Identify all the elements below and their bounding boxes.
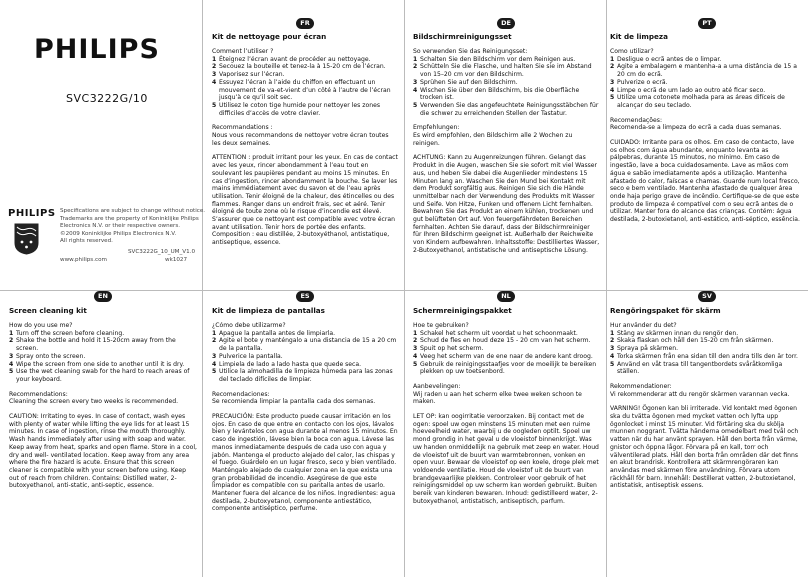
week-code: wk1027 xyxy=(165,257,188,263)
lang-badge-nl: NL xyxy=(497,291,515,302)
step-item: 4 Limpe o ecrã de um lado ao outro até ficar seco. xyxy=(610,86,766,94)
step-item: 5 Utilisez le coton tige humide pour nettoyer les zones difficiles d’accès de votre clavier. xyxy=(212,101,380,117)
usage-intro: So verwenden Sie das Reinigungsset: xyxy=(413,48,528,55)
recommendations: Recommendations: Cleaning the screen every two weeks is recommended. xyxy=(9,390,179,406)
usage-intro: How do you use me? xyxy=(9,322,73,329)
step-item: 5 Utilize uma cotonete molhada para as áreas difíceis de alcançar do seu teclado. xyxy=(610,94,785,109)
step-item: 2 Agite a embalagem e mantenha-a a uma distância de 15 a 20 cm do ecrã. xyxy=(610,63,797,79)
recommendations: Rekommendationer: Vi rekommenderar att du rengör skärmen varannan vecka. xyxy=(610,382,790,398)
caution-text: PRECAUCIÓN: Este producto puede causar irritación en los ojos. En caso de que entre en contacto con los ojos, lávalos bien y levántelos con agua durante al menos 15 minutos. En caso de ingestión, lávese bien la boca con agua. Lávese las manos inmediatamente después de cada uso con agua y jabón. Mantenga el producto alejado del calor, las chispas y el fuego. Guárdelo en un lugar fresco, seco y bien ventilado. Manténgalo alejado de cualquier zona en la que exista una gran probabilidad de incendio. Asegúrese de que este limpiador es compatible con su pantalla antes de usarlo. Mantener fuera del alcance de los niños. Ingredientes: agua destilada, 2-butoxyetanol, componente antiestático, componente antiséptico, perfume. xyxy=(212,413,398,513)
section-title: Bildschirmreinigungsset xyxy=(413,32,512,41)
lang-badge-de: DE xyxy=(497,18,515,29)
legal-text: Specifications are subject to change without notice. Trademarks are the property of Koninklijke Philips Electronics N.V. or their respective owners. ©2009 Koninklijke Philips Electronics N.V. All rights reserved. xyxy=(60,208,206,245)
step-item: 3 Spray onto the screen. xyxy=(9,352,86,360)
steps-list xyxy=(212,330,398,384)
step-item: 1 Apague la pantalla antes de limpiarla. xyxy=(212,329,336,337)
step-item: 3 Pulverice la pantalla. xyxy=(212,352,283,360)
section-title: Screen cleaning kit xyxy=(9,306,87,315)
section-de xyxy=(413,32,600,261)
step-item: 5 Gebruik de reinigingsstaafjes voor de moeilijk te bereiken plekken op uw toetsenbord. xyxy=(413,360,597,376)
step-item: 1 Éteignez l’écran avant de procéder au nettoyage. xyxy=(212,55,371,63)
section-title: Rengöringspaket för skärm xyxy=(610,306,721,315)
caution-text: CUIDADO: Irritante para os olhos. Em caso de contacto, lave os olhos com água abundante, enquanto levanta as pálpebras, durante 15 minutos, no mínimo. Em caso de ingestão, lave a boca cuidadosamente. Lave as mãos com água e sabão imediatamente após a utilização. Mantenha afastado do calor, faíscas e chamas. Guarde num local fresco, seco e bem ventilado. Mantenha afastado de qualquer área onde haja perigo grave de incêndio. Certifique-se de que este produto de limpeza é compatível com o seu ecrã antes de o utilizar. Manter fora do alcance das crianças. Contém: água destilada, 2-butoxietanol, anti-estático, anti-séptico, essência. xyxy=(610,139,800,224)
step-item: 4 Wischen Sie über den Bildschirm, bis die Oberfläche trocken ist. xyxy=(413,86,580,102)
step-item: 5 Utilice la almohadilla de limpieza húmeda para las zonas del teclado difíciles de limpiar. xyxy=(212,368,393,383)
step-item: 5 Verwenden Sie das angefeuchtete Reinigungsstäbchen für die schwer zu erreichenden Stellen der Tastatur. xyxy=(413,101,599,117)
philips-logo: PHILIPS xyxy=(34,34,160,65)
step-item: 1 Schakel het scherm uit voordat u het schoonmaakt. xyxy=(413,329,578,337)
steps-list xyxy=(610,330,800,376)
lang-badge-en: EN xyxy=(94,291,112,302)
step-item: 1 Schalten Sie den Bildschirm vor dem Reinigen aus. xyxy=(413,55,576,63)
caution-text: ATTENTION : produit irritant pour les yeux. En cas de contact avec les yeux, rincer abondamment à l’eau tout en soulevant les paupières pendant au moins 15 minutes. En cas d’ingestion, rincer abondamment la bouche. Se laver les mains immédiatement avec du savon et de l’eau après utilisation. Tenir éloigné de la chaleur, des étincelles ou des flammes. Ranger dans un endroit frais, sec et aéré. Tenir éloigné de toute zone où le risque d’incendie est élevé. S’assurer que ce nettoyant est compatible avec votre écran avant utilisation. Tenir hors de portée des enfants. Composition : eau distillée, 2-butoxyéthanol, antistatique, antiseptique, essence. xyxy=(212,154,398,247)
usage-intro: ¿Cómo debe utilizarme? xyxy=(212,322,286,329)
steps-list xyxy=(413,330,600,376)
section-title: Kit de nettoyage pour écran xyxy=(212,32,327,41)
step-item: 4 Limpiela de lado a lado hasta que quede seca. xyxy=(212,360,362,368)
step-item: 3 Spraya på skärmen. xyxy=(610,345,679,353)
doc-code: SVC3222G_10_UM_V1.0 xyxy=(128,249,196,255)
caution-text: ACHTUNG: Kann zu Augenreizungen führen. Gelangt das Produkt in die Augen, waschen Sie sie sofort mit viel Wasser aus, und heben Sie dabei die Augenlieder mindestens 15 Minuten lang an. Waschen Sie den Mund bei Kontakt mit dem Produkt sorgfältig aus. Reinigen Sie sich die Hände unmittelbar nach der Verwendung des Produkts mit Wasser und Seife. Von Hitze, Funken und offenem Licht fernhalten. Bewahren Sie das Produkt an einem kühlen, trockenen und gut belüfteten Ort auf. Von feuergefährdeten Bereichen fernhalten. Achten Sie darauf, dass der Bildschirmreiniger für Ihren Bildschirm geeignet ist. Außerhalb der Reichweite von Kindern aufbewahren. Inhaltsstoffe: Destilliertes Wasser, 2-Butoxyethanol, antistatische und antiseptische Lösung. xyxy=(413,154,600,254)
steps-list xyxy=(610,56,800,110)
step-item: 5 Use the wet cleaning swab for the hard to reach areas of your keyboard. xyxy=(9,368,190,383)
section-title: Kit de limpieza de pantallas xyxy=(212,306,325,315)
step-item: 2 Schud de fles en houd deze 15 - 20 cm van het scherm. xyxy=(413,337,591,345)
caution-text: CAUTION: Irritating to eyes. In case of contact, wash eyes with plenty of water while lifting the eye lids for at least 15 minutes. In case of ingestion, rinse the mouth thoroughly. Wash hands immediately after using with soap and water. Keep away from heat, sparks and open flame. Store in a cool, dry and well- ventilated location. Keep away from any area where the fire hazard is acute. Ensure that this screen cleaner is compatible with your screen before using. Keep out of reach from children. Contains: Distilled water, 2-butoxyethanol, anti-static, anti-septic, essence. xyxy=(9,413,197,490)
usage-intro: Hur använder du det? xyxy=(610,322,677,329)
step-item: 2 Schütteln Sie die Flasche, und halten Sie sie im Abstand von 15–20 cm vor den Bildschirm. xyxy=(413,63,592,79)
usage-intro: Hoe te gebruiken? xyxy=(413,322,469,329)
model-number: SVC3222G/10 xyxy=(66,92,148,105)
step-item: 5 Använd en våt trasa till tangentbordets svåråtkomliga ställen. xyxy=(610,360,783,376)
step-item: 2 Skaka flaskan och håll den 15-20 cm från skärmen. xyxy=(610,337,774,345)
steps-list xyxy=(212,56,398,118)
step-item: 4 Torka skärmen från ena sidan till den andra tills den är torr. xyxy=(610,352,798,360)
recommendations: Recomendações: Recomenda-se a limpeza do ecrã a cada duas semanas. xyxy=(610,116,782,132)
step-item: 3 Sprühen Sie auf den Bildschirm. xyxy=(413,78,518,86)
section-title: Kit de limpeza xyxy=(610,32,668,41)
step-item: 1 Stäng av skärmen innan du rengör den. xyxy=(610,329,739,337)
website-link[interactable]: www.philips.com xyxy=(60,257,107,263)
step-item: 3 Vaporisez sur l’écran. xyxy=(212,71,285,79)
caution-text: LET OP: kan oogirritatie veroorzaken. Bij contact met de ogen: spoel uw ogen minstens 15 minuten met een ruime hoeveelheid water, waarbij u de oogleden optilt. Spoel uw mond grondig in het geval u de vloeistof binnenkrijgt. Was uw handen onmiddellijk na gebruik met zeep en water. Houd de vloeistof uit de buurt van warmtebronnen, vonken en open vuur. Bewaar de vloeistof op een koele, droge plek met voldoende ventilatie. Houd de vloeistof uit de buurt van brandgevaarlijke plekken. Controleer voor gebruik of het reinigingsmiddel op uw scherm kan worden gebruikt. Buiten bereik van kinderen bewaren. Inhoud: gedistilleerd water, 2-butoxyethanol, antistatisch, antiseptisch, parfum. xyxy=(413,413,599,505)
section-pt xyxy=(610,32,800,230)
step-item: 1 Desligue o ecrã antes de o limpar. xyxy=(610,55,722,63)
section-en xyxy=(9,306,197,496)
lang-badge-es: ES xyxy=(296,291,314,302)
step-item: 4 Essuyez l’écran à l’aide du chiffon en effectuant un mouvement de va-et-vient d’un côté à l’autre de l’écran jusqu’à ce qu’il soit sec. xyxy=(212,78,391,102)
recommendations: Aanbevelingen: Wij raden u aan het scherm elke twee weken schoon te maken. xyxy=(413,382,582,406)
step-item: 1 Turn off the screen before cleaning. xyxy=(9,329,125,337)
steps-list xyxy=(413,56,600,118)
usage-intro: Comment l’utiliser ? xyxy=(212,48,274,55)
section-sv xyxy=(610,306,800,496)
philips-shield-icon xyxy=(14,223,39,255)
recommendations: Empfehlungen: Es wird empfohlen, den Bildschirm alle 2 Wochen zu reinigen. xyxy=(413,124,573,147)
recommendations: Recomendaciones: Se recomienda limpiar la pantalla cada dos semanas. xyxy=(212,390,376,406)
step-item: 4 Wipe the screen from one side to another until it is dry. xyxy=(9,360,185,368)
step-item: 2 Agite el bote y manténgalo a una distancia de 15 a 20 cm de la pantalla. xyxy=(212,337,397,353)
step-item: 2 Secouez la bouteille et tenez-la à 15-20 cm de l’écran. xyxy=(212,63,386,71)
step-item: 2 Shake the bottle and hold it 15-20cm away from the screen. xyxy=(9,337,176,353)
step-item: 3 Pulverize o ecrã. xyxy=(610,78,668,86)
section-fr xyxy=(212,32,398,253)
philips-logo-small: PHILIPS xyxy=(8,208,56,219)
section-title: Schermreinigingspakket xyxy=(413,306,512,315)
lang-badge-fr: FR xyxy=(296,18,314,29)
lang-badge-sv: SV xyxy=(698,291,716,302)
steps-list xyxy=(9,330,197,384)
lang-badge-pt: PT xyxy=(698,18,716,29)
step-item: 4 Veeg het scherm van de ene naar de andere kant droog. xyxy=(413,352,593,360)
step-item: 3 Spuit op het scherm. xyxy=(413,345,484,353)
usage-intro: Como utilizar? xyxy=(610,48,654,55)
section-es xyxy=(212,306,398,519)
section-nl xyxy=(413,306,600,511)
caution-text: VARNING! Ögonen kan bli irriterade. Vid kontakt med ögonen ska du tvätta ögonen med mycket vatten och lyfta upp ögonlocket i minst 15 minuter. Vid förtäring ska du skölja munnen noggrant. Tvätta händerna omedelbart med tvål och vatten när du har använt sprayen. Håll den borta från värme, gnistor och öppna lågor. Förvara på en kall, torr och välventilerad plats. Håll den borta från områden där det finns en akut brandrisk. Kontrollera att skärmrengöraren kan användas med skärmen före användning. Förvara utom räckhåll för barn. Innehåll: Destillerat vatten, 2-butoxietanol, antistatisk, antiseptisk essens. xyxy=(610,405,799,490)
recommendations: Recommandations : Nous vous recommandons de nettoyer votre écran toutes les deux semaines. xyxy=(212,124,389,147)
